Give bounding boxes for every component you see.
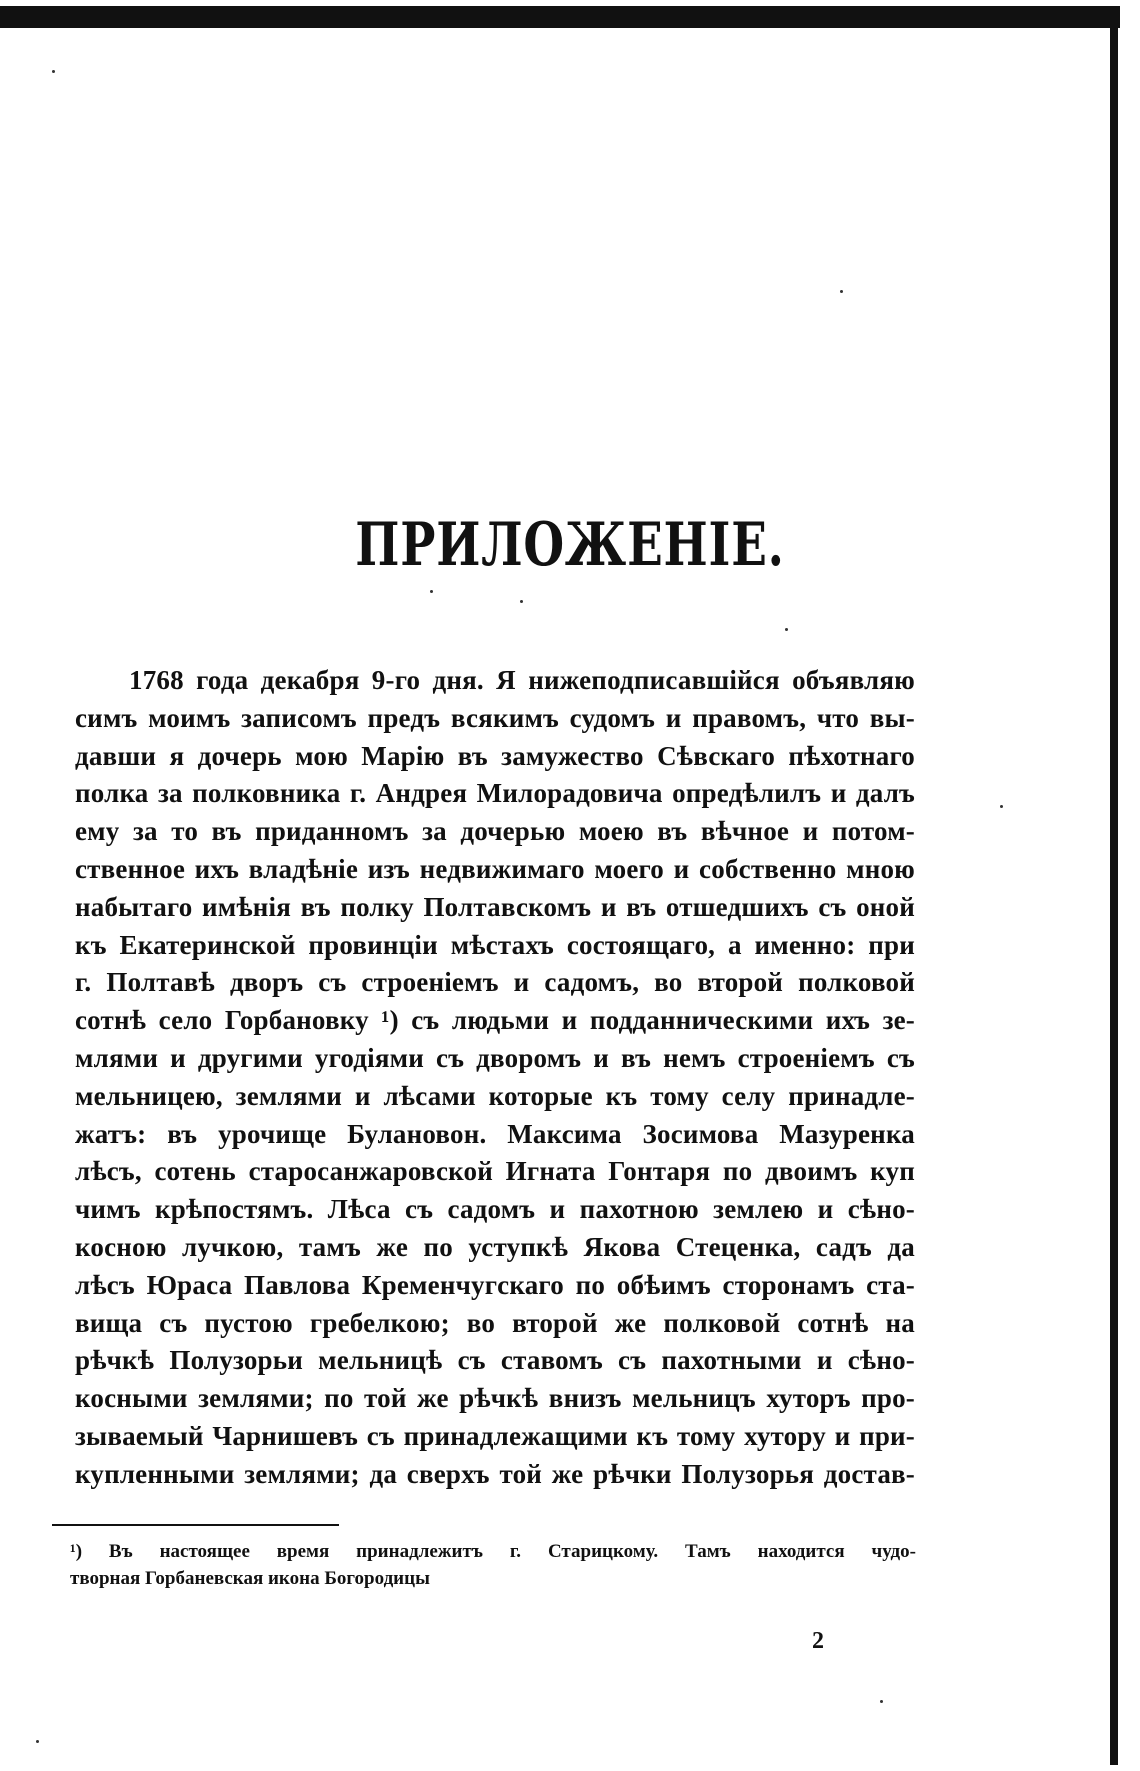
text-line: ственное ихъ владѣніе изъ недвижимаго моего и собственно мною [75, 853, 915, 884]
text-line: вища съ пустою гребелкою; во второй же полковой сотнѣ на [75, 1307, 915, 1338]
scan-speck [52, 70, 55, 73]
text-line: чимъ крѣпостямъ. Лѣса съ садомъ и пахотною землею и сѣно- [75, 1194, 915, 1225]
page-number: 2 [812, 1628, 824, 1654]
top-border-rule [0, 6, 1120, 28]
text-line: давши я дочерь мою Марію въ замужество Сѣвскаго пѣхотнаго [75, 740, 915, 771]
text-line: мельницею, землями и лѣсами которые къ тому селу принадле- [75, 1080, 915, 1111]
text-line: рѣчкѣ Полузорьи мельницѣ съ ставомъ съ пахотными и сѣно- [75, 1345, 915, 1376]
scan-speck [840, 290, 843, 293]
right-border-rule [1110, 10, 1118, 1765]
text-line: ему за то въ приданномъ за дочерью моею въ вѣчное и потом- [75, 816, 915, 847]
scan-speck [1000, 805, 1003, 808]
scan-speck [785, 628, 788, 631]
page-title: ПРИЛОЖЕНІЕ. [355, 510, 785, 581]
text-line: жатъ: въ урочище Булановон. Максима Зосимова Мазуренка [75, 1118, 915, 1149]
text-line: симъ моимъ записомъ предъ всякимъ судомъ и правомъ, что вы- [75, 702, 915, 733]
text-line: 1768 года декабря 9-го дня. Я нижеподписавшійся объявляю [129, 665, 915, 695]
text-line: косною лучкою, тамъ же по уступкѣ Якова Стеценка, садъ да [75, 1231, 915, 1262]
scan-speck [520, 600, 523, 603]
text-line: сотнѣ село Горбановку ¹) съ людьми и подданническими ихъ зе- [75, 1005, 915, 1036]
text-line: г. Полтавѣ дворъ съ строеніемъ и садомъ, во второй полковой [75, 967, 915, 998]
footnote [70, 1538, 916, 1592]
text-line: зываемый Чарнишевъ съ принадлежащими къ тому хутору и при- [75, 1420, 915, 1451]
text-line: млями и другими угодіями съ дворомъ и въ немъ строеніемъ съ [75, 1042, 915, 1073]
scan-speck [430, 590, 433, 593]
text-line: полка за полковника г. Андрея Милорадовича опредѣлилъ и далъ [75, 778, 915, 809]
scan-speck [36, 1740, 39, 1743]
text-line: косными землями; по той же рѣчкѣ внизъ мельницъ хуторъ про- [75, 1383, 915, 1414]
top-left-rule-mark [0, 20, 40, 24]
text-line: къ Екатеринской провинціи мѣстахъ состоящаго, а именно: при [75, 929, 915, 960]
text-line: лѣсъ Юраса Павлова Кременчугскаго по обѣимъ сторонамъ ста- [75, 1269, 915, 1300]
text-line: лѣсъ, сотень старосанжаровской Игната Гонтаря по двоимъ куп [75, 1156, 915, 1187]
footnote-divider [52, 1524, 339, 1526]
text-line: купленными землями; да сверхъ той же рѣчки Полузорья достав- [75, 1458, 915, 1489]
scan-speck [880, 1700, 883, 1703]
main-text [75, 662, 915, 1494]
footnote-line: ¹) Въ настоящее время принадлежитъ г. Старицкому. Тамъ находится чудо- [70, 1541, 916, 1562]
text-line: набытаго имѣнія въ полку Полтавскомъ и въ отшедшихъ съ оной [75, 891, 915, 922]
footnote-line: творная Горбаневская икона Богородицы [70, 1568, 430, 1589]
